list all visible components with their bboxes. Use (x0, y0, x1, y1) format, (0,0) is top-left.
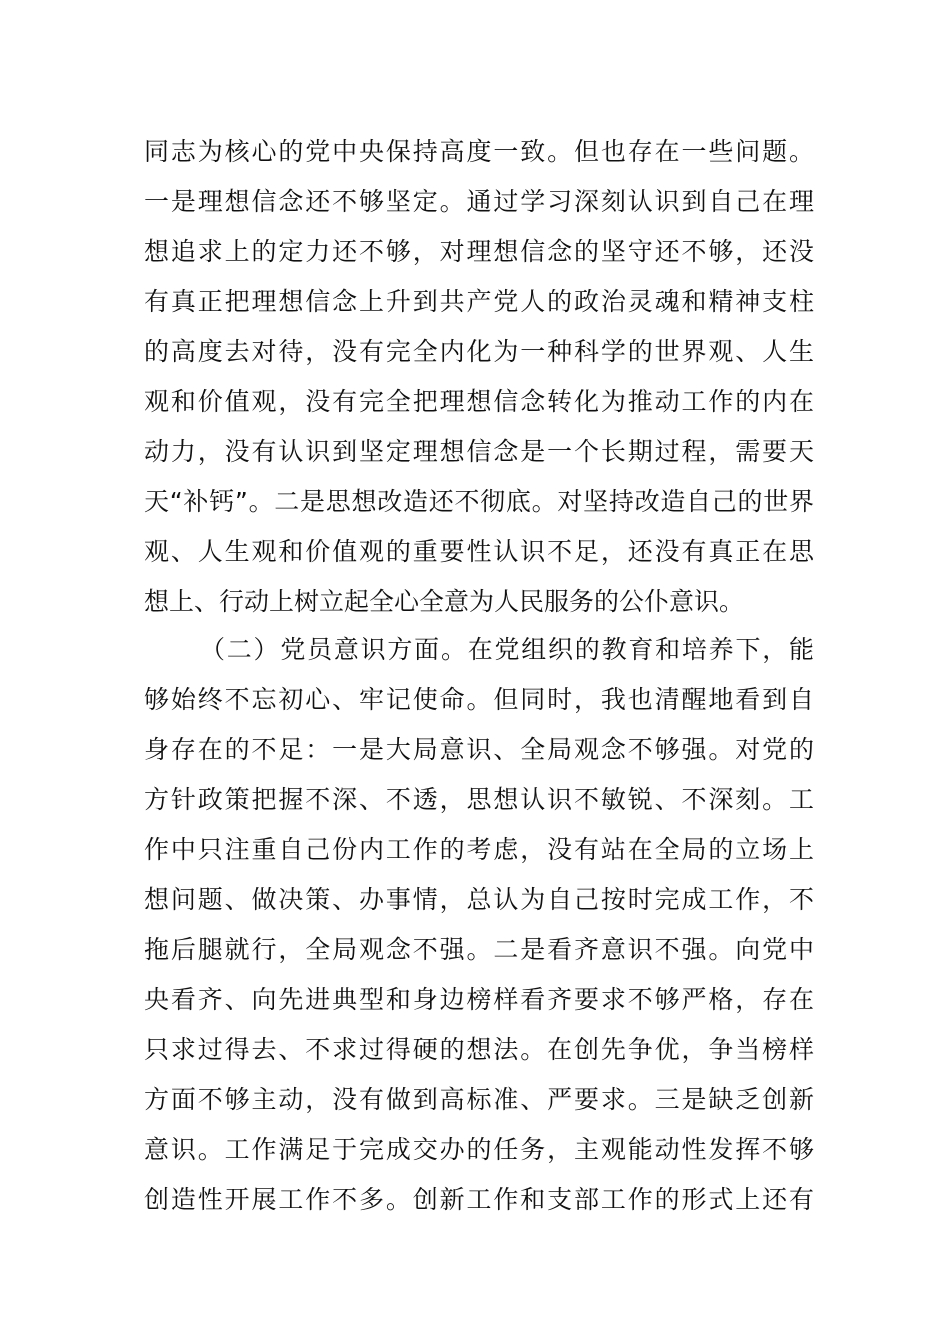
text-line: 方针政策把握不深、不透，思想认识不敏锐、不深刻。工 (144, 785, 814, 814)
text-line: 央看齐、向先进典型和身边榜样看齐要求不够严格，存在 (144, 985, 814, 1014)
text-line: 同志为核心的党中央保持高度一致。但也存在一些问题。 (144, 137, 814, 166)
text-line: 身存在的不足：一是大局意识、全局观念不够强。对党的 (144, 735, 814, 764)
text-line: 创造性开展工作不多。创新工作和支部工作的形式上还有 (144, 1185, 814, 1214)
text-line: 天“补钙”。二是思想改造还不彻底。对坚持改造自己的世界 (144, 487, 814, 516)
text-line: 意识。工作满足于完成交办的任务，主观能动性发挥不够 (144, 1135, 814, 1164)
text-line: 只求过得去、不求过得硬的想法。在创先争优，争当榜样 (144, 1035, 814, 1064)
text-line: 有真正把理想信念上升到共产党人的政治灵魂和精神支柱 (144, 287, 814, 316)
text-line: 观和价值观，没有完全把理想信念转化为推动工作的内在 (144, 387, 814, 416)
text-line: 一是理想信念还不够坚定。通过学习深刻认识到自己在理 (144, 187, 814, 216)
text-line: 拖后腿就行，全局观念不强。二是看齐意识不强。向党中 (144, 935, 814, 964)
text-line: 动力，没有认识到坚定理想信念是一个长期过程，需要天 (144, 437, 814, 466)
section-heading-line: （二）党员意识方面。在党组织的教育和培养下，能 (200, 635, 814, 664)
text-line: 够始终不忘初心、牢记使命。但同时，我也清醒地看到自 (144, 685, 814, 714)
text-line: 作中只注重自己份内工作的考虑，没有站在全局的立场上 (144, 835, 814, 864)
text-line: 想问题、做决策、办事情，总认为自己按时完成工作，不 (144, 885, 814, 914)
text-line: 想上、行动上树立起全心全意为人民服务的公仆意识。 (144, 587, 745, 616)
text-line: 的高度去对待，没有完全内化为一种科学的世界观、人生 (144, 337, 814, 366)
text-line: 想追求上的定力还不够，对理想信念的坚守还不够，还没 (144, 237, 814, 266)
text-line: 观、人生观和价值观的重要性认识不足，还没有真正在思 (144, 537, 814, 566)
text-line: 方面不够主动，没有做到高标准、严要求。三是缺乏创新 (144, 1085, 814, 1114)
